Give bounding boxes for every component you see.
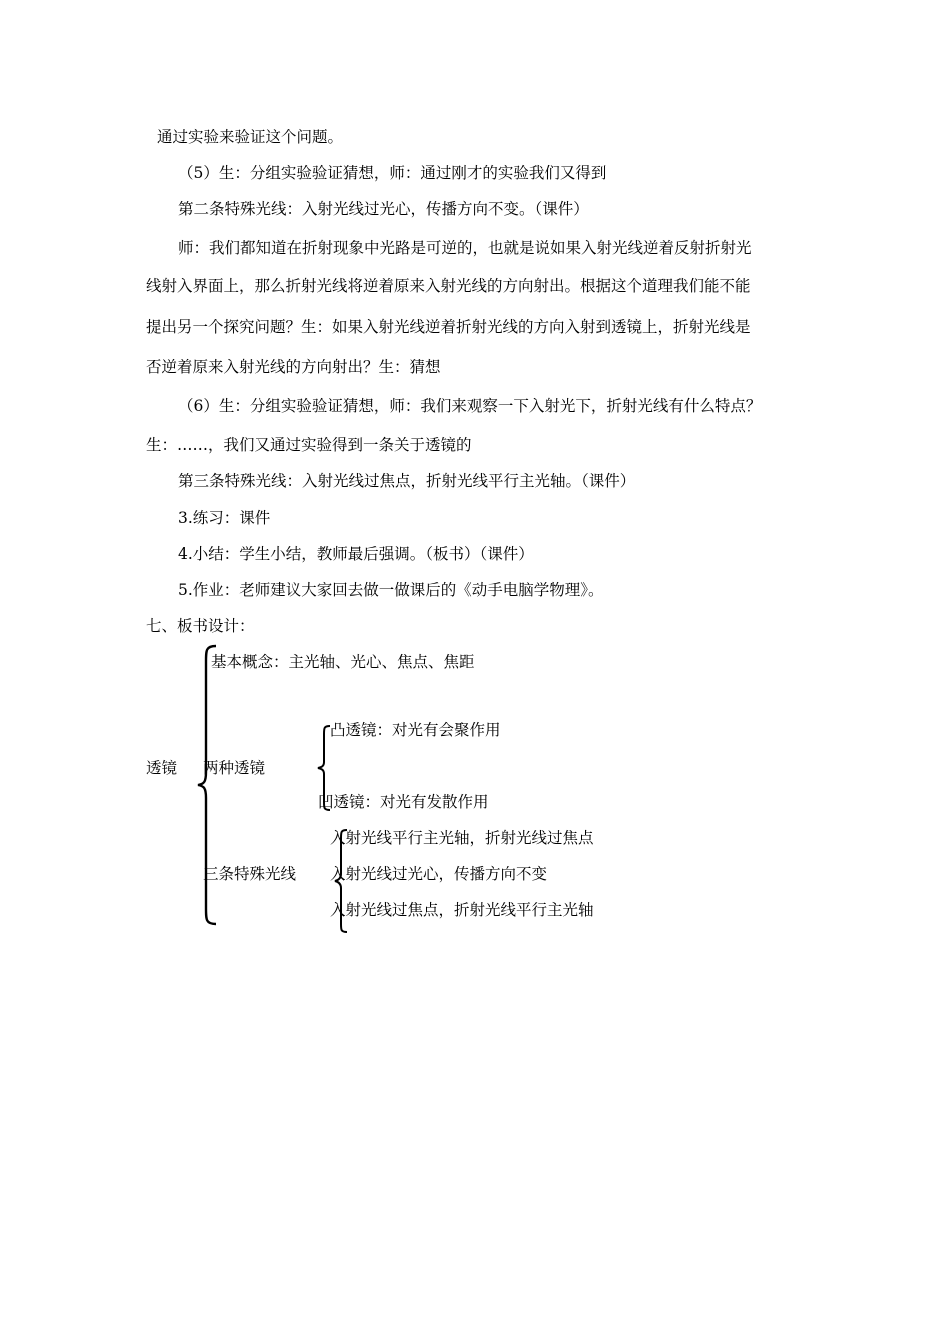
paragraph-line: 第三条特殊光线：入射光线过焦点，折射光线平行主光轴。（课件） bbox=[178, 472, 636, 490]
paragraph-line: 3.练习：课件 bbox=[178, 509, 271, 527]
paragraph-line: （5）生：分组实验验证猜想，师：通过刚才的实验我们又得到 bbox=[178, 164, 607, 182]
paragraph-line: 师：我们都知道在折射现象中光路是可逆的，也就是说如果入射光线逆着反射折射光 bbox=[178, 239, 752, 257]
board-concave-lens: 凹透镜：对光有发散作用 bbox=[318, 793, 489, 811]
board-root-label: 透镜 bbox=[146, 759, 178, 777]
paragraph-line: 第二条特殊光线：入射光线过光心，传播方向不变。（课件） bbox=[178, 200, 589, 218]
board-ray-1: 入射光线平行主光轴，折射光线过焦点 bbox=[330, 829, 594, 847]
paragraph-line: 否逆着原来入射光线的方向射出？生：猜想 bbox=[146, 358, 441, 376]
paragraph-line: 提出另一个探究问题？生：如果入射光线逆着折射光线的方向入射到透镜上，折射光线是 bbox=[146, 318, 751, 336]
board-convex-lens: 凸透镜：对光有会聚作用 bbox=[330, 721, 501, 739]
paragraph-line: 生：……，我们又通过实验得到一条关于透镜的 bbox=[146, 436, 472, 454]
board-ray-3: 入射光线过焦点，折射光线平行主光轴 bbox=[330, 901, 594, 919]
board-ray-2: 入射光线过光心，传播方向不变 bbox=[330, 865, 548, 883]
paragraph-line: 4.小结：学生小结，教师最后强调。（板书）（课件） bbox=[178, 545, 534, 563]
board-two-lenses: 两种透镜 bbox=[203, 759, 266, 777]
paragraph-line: 5.作业：老师建议大家回去做一做课后的《动手电脑学物理》。 bbox=[178, 581, 604, 599]
paragraph-line: 线射入界面上，那么折射光线将逆着原来入射光线的方向射出。根据这个道理我们能不能 bbox=[146, 277, 751, 295]
paragraph-line: 通过实验来验证这个问题。 bbox=[157, 128, 344, 146]
board-basic-concepts: 基本概念：主光轴、光心、焦点、焦距 bbox=[211, 653, 475, 671]
paragraph-line: （6）生：分组实验验证猜想，师：我们来观察一下入射光下，折射光线有什么特点？ bbox=[178, 397, 762, 415]
section-heading: 七、板书设计： bbox=[146, 617, 255, 635]
board-three-rays: 三条特殊光线 bbox=[203, 865, 297, 883]
